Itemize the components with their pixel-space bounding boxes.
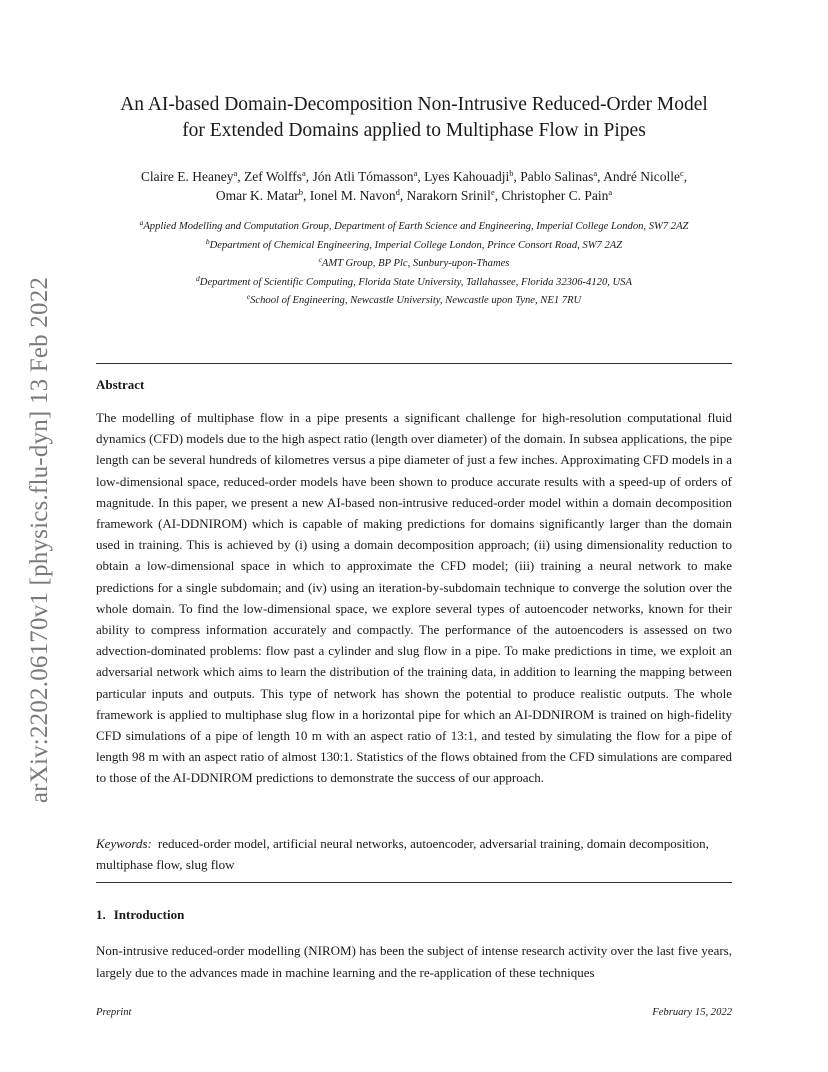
- section-title: Introduction: [113, 907, 185, 922]
- abstract-text: The modelling of multiphase flow in a pipe presents a significant challenge for high-resolution computational fluid dynamics (CFD) models due to the high aspect ratio (length over diameter) of the domain. In subsea applications, the pipe length can be several hundreds of kilometres versus a pipe diameter of just a few inches. Approximating CFD models in a low-dimensional space, reduced-order models have been shown to produce accurate results with a speed-up of orders of magnitude. In this paper, we present a new AI-based non-intrusive reduced-order model within a domain decomposition framework (AI-DDNIROM) which is capable of making predictions for domains significantly larger than the domain used in training. This is achieved by (i) using a domain decomposition approach; (ii) using dimensionality reduction to obtain a low-dimensional space in which to approximate the CFD model; (iii) training a neural network to make predictions for a single subdomain; and (iv) using an iteration-by-subdomain technique to converge the solution over the whole domain. To find the low-dimensional space, we explore several types of autoencoder networks, known for their ability to compress information accurately and compactly. The performance of the autoencoders is assessed on two advection-dominated problems: flow past a cylinder and slug flow in a pipe. To make predictions in time, we exploit an adversarial network which aims to learn the distribution of the training data, in addition to learning the mapping between particular inputs and outputs. This type of network has shown the potential to produce realistic outputs. The whole framework is applied to multiphase slug flow in a horizontal pipe for which an AI-DDNIROM is trained on high-fidelity CFD simulations of a pipe of length 10 m with an aspect ratio of 13:1, and tested by simulating the flow for a pipe of length 98 m with an aspect ratio of almost 130:1. Statistics of the flows obtained from the CFD simulations are compared to those of the AI-DDNIROM predictions to demonstrate the success of our approach.: [96, 410, 732, 786]
- keywords-label: Keywords:: [96, 836, 152, 851]
- affiliation: $^a$Applied Modelling and Computation Group, Department of Earth Science and Engineering, Imperial College London, SW7 2AZ: [139, 218, 689, 232]
- introduction-text: Non-intrusive reduced-order modelling (NIROM) has been the subject of intense research activity over the last five years, largely due to the advances made in machine learning and the re-application of these techniques: [96, 943, 732, 980]
- abstract-top-rule: [96, 363, 732, 364]
- affiliation: $^e$School of Engineering, Newcastle University, Newcastle upon Tyne, NE1 7RU: [246, 292, 582, 306]
- author: Narakorn Srinil$^e$: [406, 187, 495, 203]
- affiliation: $^b$Department of Chemical Engineering, Imperial College London, Prince Consort Road, SW7 2AZ: [205, 236, 623, 251]
- keywords-text: reduced-order model, artificial neural networks, autoencoder, adversarial training, domain decomposition, multiphase flow, slug flow: [96, 836, 709, 872]
- affiliation: $^d$Department of Scientific Computing, Florida State University, Tallahassee, Florida 32306-4120, USA: [196, 273, 632, 288]
- author: Claire E. Heaney$^a$: [140, 168, 238, 184]
- author: André Nicolle$^c$: [603, 168, 684, 184]
- author: Zef Wolffs$^a$: [243, 168, 306, 184]
- author: Ionel M. Navon$^d$: [309, 187, 400, 203]
- author: Pablo Salinas$^a$: [520, 168, 598, 184]
- title-line-2: for Extended Domains applied to Multiphase Flow in Pipes: [182, 120, 646, 141]
- section-heading-introduction: [96, 907, 184, 923]
- affiliation-list: [96, 218, 732, 311]
- author: Omar K. Matar$^b$: [215, 187, 303, 203]
- title-line-1: An AI-based Domain-Decomposition Non-Intrusive Reduced-Order Model: [120, 94, 708, 115]
- paper-title: [60, 92, 768, 144]
- author: Lyes Kahouadji$^b$: [424, 168, 514, 184]
- footer-date: February 15, 2022: [652, 1007, 732, 1018]
- section-number: 1.: [96, 907, 106, 922]
- abstract-bottom-rule: [96, 882, 732, 883]
- affiliation: $^c$AMT Group, BP Plc, Sunbury-upon-Thames: [318, 255, 510, 269]
- author: Christopher C. Pain$^a$: [501, 187, 613, 203]
- footer-preprint: Preprint: [96, 1007, 132, 1018]
- author: Jón Atli Tómasson$^a$: [312, 168, 418, 184]
- keywords: [96, 833, 732, 875]
- author-list: Claire E. Heaney$^a$, Zef Wolffs$^a$, Jón Atli Tómasson$^a$, Lyes Kahouadji$^b$, Pablo Salinas$^a$, André Nicolle$^c$, Omar K. Matar$^b$, Ionel M. Navon$^d$, Narakorn Srinil$^e$, Christopher C. Pain$^a$: [140, 168, 688, 203]
- arxiv-identifier-margin: [20, 250, 60, 830]
- abstract-heading: Abstract: [96, 377, 145, 392]
- arxiv-identifier: arXiv:2202.06170v1 [physics.flu-dyn] 13 Feb 2022: [26, 276, 53, 804]
